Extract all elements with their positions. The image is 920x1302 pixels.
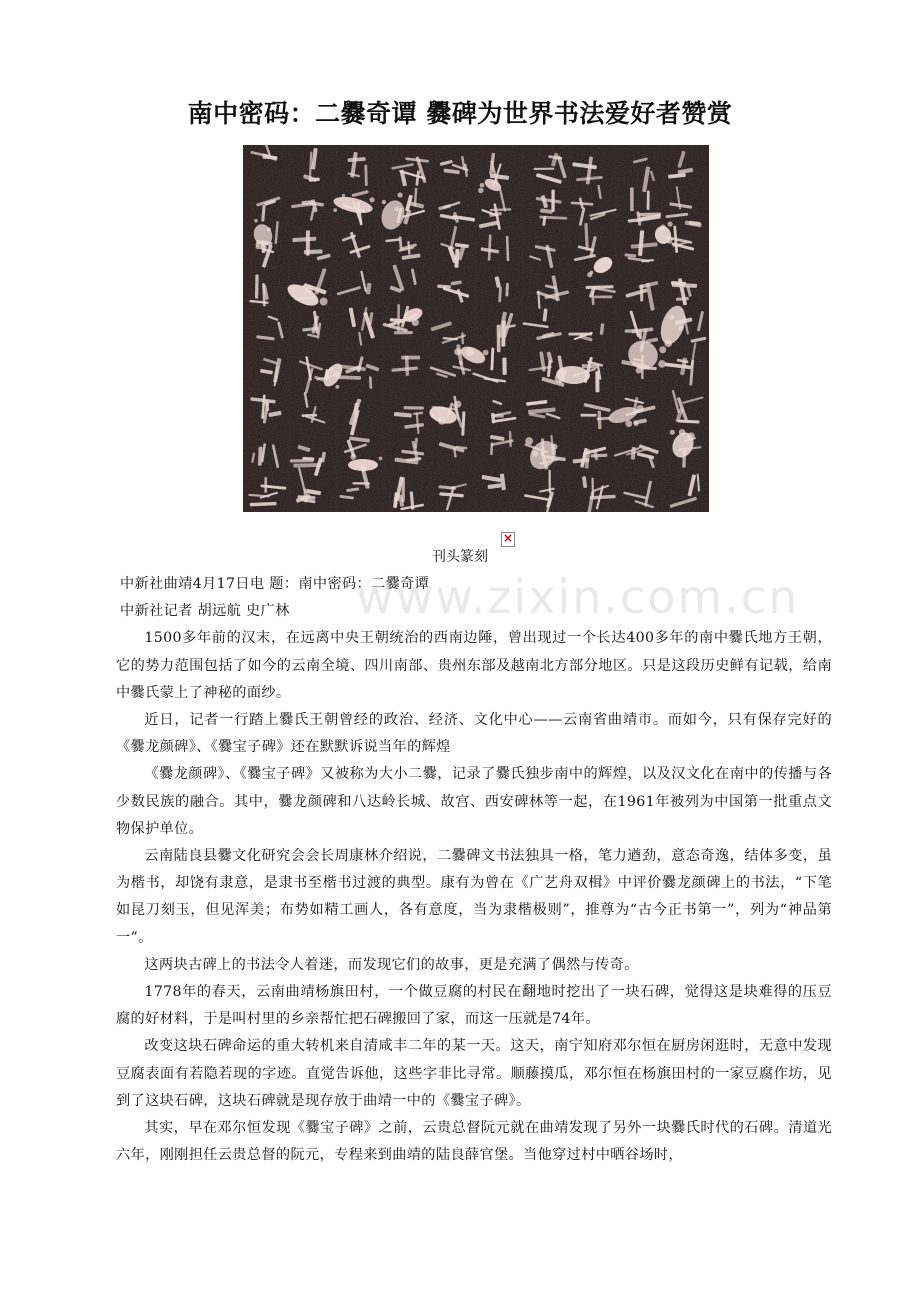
- article-dateline: 中新社曲靖4月17日电 题：南中密码：二爨奇谭: [120, 576, 430, 592]
- article-paragraph: 《爨龙颜碑》、《爨宝子碑》又被称为大小二爨，记录了爨氏独步南中的辉煌，以及汉文化在南中的传播与各少数民族的融合。其中，爨龙颜碑和八达岭长城、故宫、西安碑林等一起，在1961年被列为中国第一批重点文物保护单位。: [116, 766, 832, 837]
- page-title: 南中密码：二爨奇谭 爨碑为世界书法爱好者赞赏: [187, 99, 733, 128]
- image-caption: 刊头篆刻: [432, 549, 488, 565]
- article-paragraph: 1778年的春天，云南曲靖杨旗田村，一个做豆腐的村民在翻地时挖出了一块石碑，觉得这是块难得的压豆腐的好材料，于是叫村里的乡亲帮忙把石碑搬回了家，而这一压就是74年。: [116, 984, 832, 1028]
- article-paragraph: 这两块古碑上的书法令人着迷，而发现它们的故事，更是充满了偶然与传奇。: [144, 956, 639, 973]
- article-byline: 中新社记者 胡远航 史广林: [120, 603, 290, 620]
- image-caption-row: [0, 530, 920, 564]
- stele-rubbing-graphic: [243, 145, 709, 512]
- article-paragraph: 云南陆良县爨文化研究会会长周康林介绍说，二爨碑文书法独具一格，笔力遒劲，意态奇逸，结体多变，虽为楷书，却饶有隶意，是隶书至楷书过渡的典型。康有为曾在《广艺舟双楫》中评价爨龙颜碑上的书法，“下笔如昆刀刻玉，但见浑美；布势如精工画人，各有意度，当为隶楷极则”，推尊为“古今正书第一”，列为“神品第一”。: [116, 848, 832, 946]
- article-paragraph: 近日，记者一行踏上爨氏王朝曾经的政治、经济、文化中心——云南省曲靖市。而如今，只有保存完好的《爨龙颜碑》、《爨宝子碑》还在默默诉说当年的辉煌: [116, 712, 832, 756]
- article-body: [116, 571, 832, 1169]
- article-paragraph: 改变这块石碑命运的重大转机来自清咸丰二年的某一天。这天，南宁知府邓尔恒在厨房闲逛时，无意中发现豆腐表面有若隐若现的字迹。直觉告诉他，这些字非比寻常。顺藤摸瓜，邓尔恒在杨旗田村的一家豆腐作坊，见到了这块石碑，这块石碑就是现存放于曲靖一中的《爨宝子碑》。: [116, 1038, 832, 1109]
- article-paragraph: 其实，早在邓尔恒发现《爨宝子碑》之前，云贵总督阮元就在曲靖发现了另外一块爨氏时代的石碑。清道光六年，刚刚担任云贵总督的阮元，专程来到曲靖的陆良薛官堡。当他穿过村中晒谷场时，: [116, 1120, 832, 1164]
- watermark: www.zixin.com.cn: [356, 570, 800, 624]
- stele-rubbing-image: [243, 145, 709, 512]
- broken-image-icon: ×: [503, 531, 514, 545]
- article-paragraph: 1500多年前的汉末，在远离中央王朝统治的西南边陲，曾出现过一个长达400多年的南中爨氏地方王朝，它的势力范围包括了如今的云南全境、四川南部、贵州东部及越南北方部分地区。只是这段历史鲜有记载，给南中爨氏蒙上了神秘的面纱。: [116, 630, 832, 701]
